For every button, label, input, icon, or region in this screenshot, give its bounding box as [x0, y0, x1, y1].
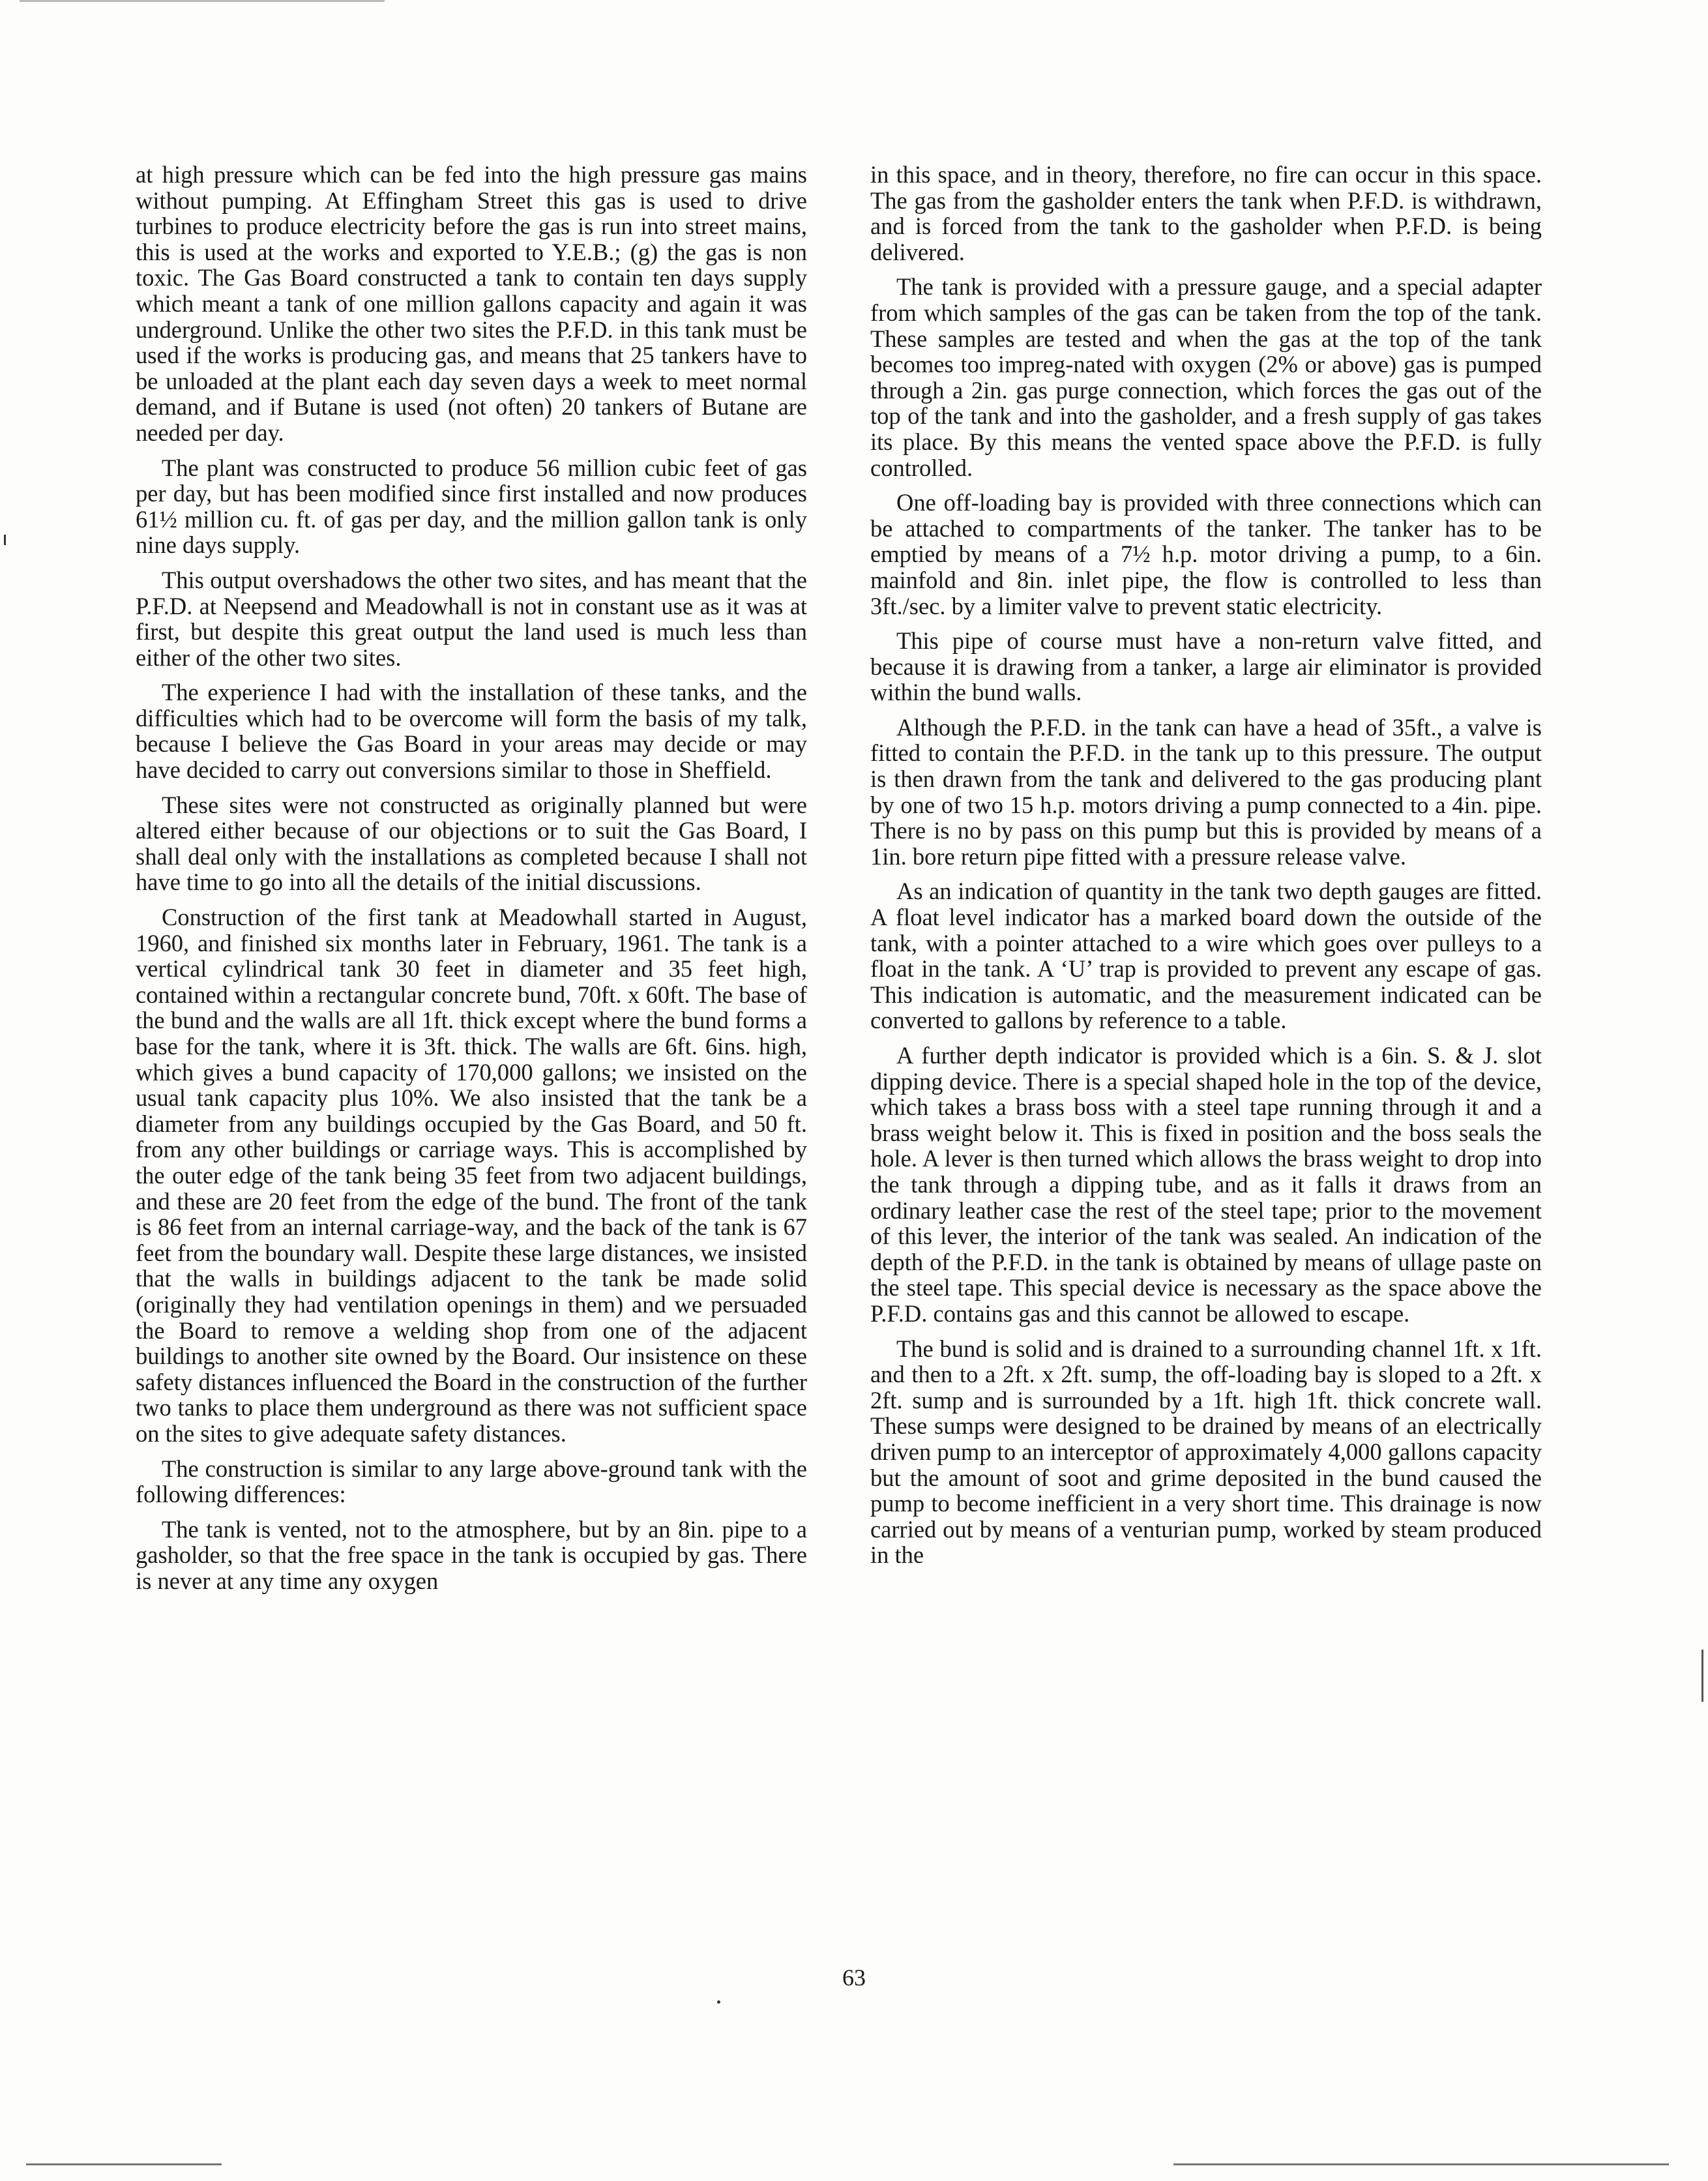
margin-mark: [4, 535, 6, 545]
paragraph: One off-loading bay is provided with three connections which can be attached to compartments of the tanker. The tanker has to be emptied by means of a 7½ h.p. motor driving a pump, to a 6in. mainfold and 8in. inlet pipe, the flow is controlled to less than 3ft./sec. by a limiter valve to prevent static electricity.: [870, 489, 1542, 619]
paragraph: Construction of the first tank at Meadowhall started in August, 1960, and finished six months later in February, 1961. The tank is a vertical cylindrical tank 30 feet in diameter and 35 feet high, contained within a rectangular concrete bund, 70ft. x 60ft. The base of the bund and the walls are all 1ft. thick except where the bund forms a base for the tank, where it is 3ft. thick. The walls are 6ft. 6ins. high, which gives a bund capacity of 170,000 gallons; we insisted on the usual tank capacity plus 10%. We also insisted that the tank be a diameter from any buildings occupied by the Gas Board, and 50 ft. from any other buildings or carriage ways. This is accomplished by the outer edge of the tank being 35 feet from two adjacent buildings, and these are 20 feet from the edge of the bund. The front of the tank is 86 feet from an internal carriage-way, and the back of the tank is 67 feet from the boundary wall. Despite these large distances, we insisted that the walls in buildings adjacent to the tank be made solid (originally they had ventilation openings in them) and we persuaded the Board to remove a welding shop from one of the adjacent buildings to another site owned by the Board. Our insistence on these safety distances influenced the Board in the construction of the further two tanks to place them underground as there was not sufficient space on the sites to give adequate safety distances.: [136, 904, 807, 1447]
page-number: 63: [842, 1965, 866, 1991]
paragraph: These sites were not constructed as originally planned but were altered either because of our objections or to suit the Gas Board, I shall deal only with the installations as completed because I shall not have time to go into all the details of the initial discussions.: [136, 791, 807, 896]
bottom-edge-rule: [26, 2163, 222, 2165]
paragraph: The bund is solid and is drained to a surrounding channel 1ft. x 1ft. and then to a 2ft. x 2ft. sump, the off-loading bay is sloped to a 2ft. x 2ft. sump and is surrounded by a 1ft. high 1ft. thick concrete wall. These sumps were designed to be drained by means of an electrically driven pump to an interceptor of approximately 4,000 gallons capacity but the amount of soot and grime deposited in the bund caused the pump to become inefficient in a very short time. This drainage is now carried out by means of a venturian pump, worked by steam produced in the: [870, 1335, 1542, 1569]
paragraph: in this space, and in theory, therefore, no fire can occur in this space. The gas from the gasholder enters the tank when P.F.D. is withdrawn, and is forced from the tank to the gasholder when P.F.D. is being delivered.: [870, 161, 1542, 265]
margin-mark: [1701, 1650, 1703, 1702]
paragraph: The tank is provided with a pressure gauge, and a special adapter from which samples of the gas can be taken from the top of the tank. These samples are tested and when the gas at the top of the tank becomes too impreg-nated with oxygen (2% or above) gas is pumped through a 2in. gas purge connection, which forces the gas out of the top of the tank and into the gasholder, and a fresh supply of gas takes its place. By this means the vented space above the P.F.D. is fully controlled.: [870, 273, 1542, 481]
ink-dot: [717, 2000, 720, 2004]
right-text-column: [870, 162, 1542, 1577]
paragraph: As an indication of quantity in the tank two depth gauges are fitted. A float level indicator has a marked board down the outside of the tank, with a pointer attached to a wire which goes over pulleys to a float in the tank. A ‘U’ trap is provided to prevent any escape of gas. This indication is automatic, and the measurement indicated can be converted to gallons by reference to a table.: [870, 878, 1542, 1034]
paragraph: The construction is similar to any large above-ground tank with the following differences:: [136, 1455, 807, 1508]
paragraph: The plant was constructed to produce 56 million cubic feet of gas per day, but has been modified since first installed and now produces 61½ million cu. ft. of gas per day, and the million gallon tank is only nine days supply.: [136, 454, 807, 559]
left-text-column: [136, 162, 807, 1603]
paragraph: The experience I had with the installation of these tanks, and the difficulties which had to be overcome will form the basis of my talk, because I believe the Gas Board in your areas may decide or may have decided to carry out conversions similar to those in Sheffield.: [136, 679, 807, 784]
paragraph: This output overshadows the other two sites, and has meant that the P.F.D. at Neepsend and Meadowhall is not in constant use as it was at first, but despite this great output the land used is much less than either of the other two sites.: [136, 566, 807, 671]
paragraph: This pipe of course must have a non-return valve fitted, and because it is drawing from a tanker, a large air eliminator is provided within the bund walls.: [870, 627, 1542, 706]
top-edge-rule: [20, 0, 385, 2]
paragraph: Although the P.F.D. in the tank can have a head of 35ft., a valve is fitted to contain the P.F.D. in the tank up to this pressure. The output is then drawn from the tank and delivered to the gas producing plant by one of two 15 h.p. motors driving a pump connected to a 4in. pipe. There is no by pass on this pump but this is provided by means of a 1in. bore return pipe fitted with a pressure release valve.: [870, 713, 1542, 870]
paragraph: The tank is vented, not to the atmosphere, but by an 8in. pipe to a gasholder, so that the free space in the tank is occupied by gas. There is never at any time any oxygen: [136, 1515, 807, 1594]
paragraph: A further depth indicator is provided which is a 6in. S. & J. slot dipping device. There is a special shaped hole in the top of the device, which takes a brass boss with a steel tape running through it and a brass weight below it. This is fixed in position and the boss seals the hole. A lever is then turned which allows the brass weight to drop into the tank through a dipping tube, and as it falls it draws from an ordinary leather case the rest of the steel tape; prior to the movement of this lever, the interior of the tank was sealed. An indication of the depth of the P.F.D. in the tank is obtained by means of ullage paste on the steel tape. This special device is necessary as the space above the P.F.D. contains gas and this cannot be allowed to escape.: [870, 1042, 1542, 1327]
bottom-edge-rule: [1173, 2163, 1669, 2165]
paragraph: at high pressure which can be fed into the high pressure gas mains without pumping. At Effingham Street this gas is used to drive turbines to produce electricity before the gas is run into street mains, this is used at the works and exported to Y.E.B.; (g) the gas is non toxic. The Gas Board constructed a tank to contain ten days supply which meant a tank of one million gallons capacity and again it was underground. Unlike the other two sites the P.F.D. in this tank must be used if the works is producing gas, and means that 25 tankers have to be unloaded at the plant each day seven days a week to meet normal demand, and if Butane is used (not often) 20 tankers of Butane are needed per day.: [136, 161, 807, 446]
